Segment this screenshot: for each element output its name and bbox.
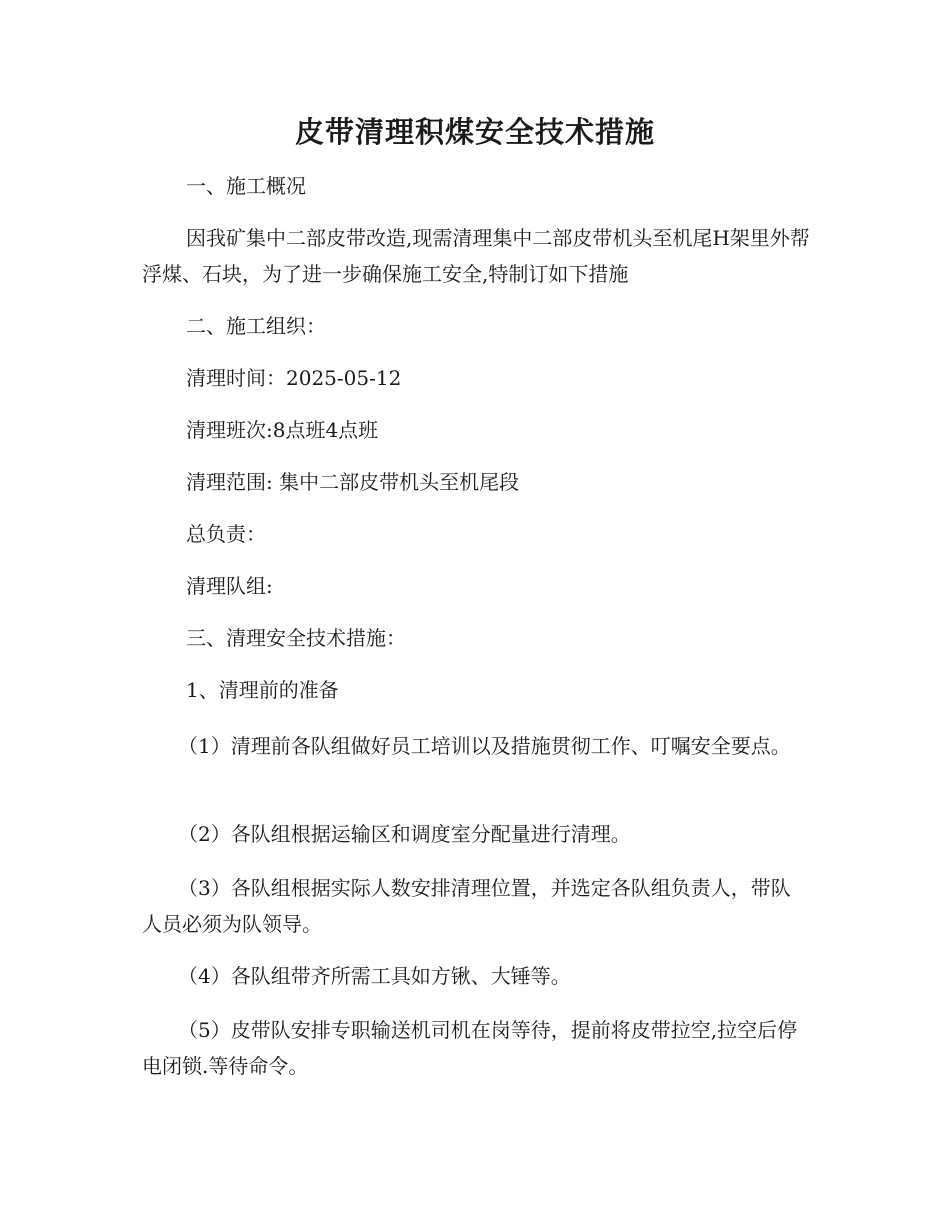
list-item-1: （1）清理前各队组做好员工培训以及措施贯彻工作、叮嘱安全要点。: [178, 734, 791, 758]
paragraph-chief-in-charge: 总负责：: [186, 522, 266, 546]
paragraph-overview: 因我矿集中二部皮带改造,现需清理集中二部皮带机头至机尾H架里外帮浮煤、石块，为了进一步确保施工安全,特制订如下措施: [142, 226, 810, 286]
list-item-3: （3）各队组根据实际人数安排清理位置，并选定各队组负责人，带队人员必须为队领导。: [142, 876, 791, 936]
paragraph-cleaning-team: 清理队组:: [186, 574, 273, 598]
list-item-2: （2）各队组根据运输区和调度室分配量进行清理。: [178, 822, 631, 846]
section-heading-overview: 一、施工概况: [186, 174, 306, 198]
paragraph-cleaning-time: 清理时间：2025-05-12: [186, 366, 402, 390]
section-heading-organization: 二、施工组织：: [186, 314, 326, 338]
list-item-5: （5）皮带队安排专职输送机司机在岗等待，提前将皮带拉空,拉空后停电闭锁.等待命令。: [142, 1018, 798, 1078]
subsection-heading-preparation: 1、清理前的准备: [186, 678, 339, 702]
list-item-4: （4）各队组带齐所需工具如方锹、大锤等。: [178, 964, 571, 988]
paragraph-cleaning-range: 清理范围: 集中二部皮带机头至机尾段: [186, 470, 520, 494]
section-heading-safety-measures: 三、清理安全技术措施：: [186, 626, 406, 650]
document-title: 皮带清理积煤安全技术措施: [294, 115, 655, 149]
paragraph-cleaning-shift: 清理班次:8点班4点班: [186, 418, 379, 442]
